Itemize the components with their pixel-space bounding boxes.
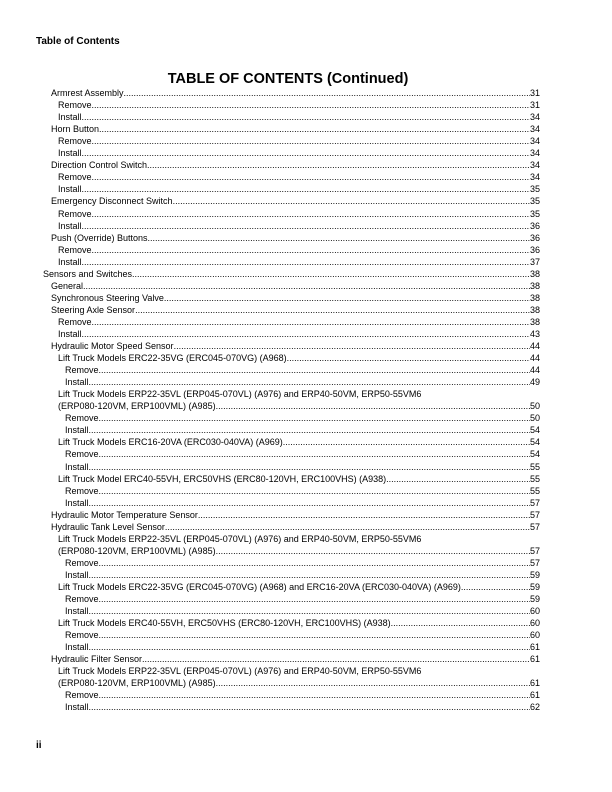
toc-entry-title: Lift Truck Models ERC16-20VA (ERC030-040VA) (A969) (58, 437, 283, 448)
toc-entry-page: 61 (529, 678, 540, 689)
toc-entry-page: 38 (529, 280, 540, 291)
toc-entry-title: Remove (58, 208, 92, 219)
dot-leader (142, 653, 530, 665)
dot-leader (92, 99, 530, 111)
toc-entry-page: 57 (529, 557, 540, 568)
toc-entry[interactable] (40, 545, 540, 557)
toc-entry[interactable] (40, 244, 540, 256)
toc-entry[interactable] (40, 448, 540, 460)
toc-entry[interactable] (40, 617, 540, 629)
toc-entry[interactable] (40, 280, 540, 292)
toc-entry-title: Remove (65, 630, 99, 641)
dot-leader (132, 268, 530, 280)
toc-entry-page: 50 (529, 413, 540, 424)
dot-leader (89, 424, 530, 436)
toc-entry-title: Install (58, 220, 82, 231)
dot-leader (89, 641, 530, 653)
dot-leader (99, 629, 530, 641)
toc-entry-title: Remove (65, 557, 99, 568)
toc-entry-page: 37 (529, 256, 540, 267)
toc-entry-title: Lift Truck Models ERP22-35VL (ERP045-070VL) (A976) and ERP40-50VM, ERP50-55VM6 (58, 389, 422, 400)
dot-leader (99, 689, 530, 701)
toc-entry[interactable] (40, 316, 540, 328)
toc-entry-page: 61 (529, 690, 540, 701)
toc-entry-page: 34 (529, 136, 540, 147)
toc-entry[interactable] (40, 159, 540, 171)
toc-entry-page: 36 (529, 220, 540, 231)
toc-entry-page: 35 (529, 196, 540, 207)
dot-leader (82, 256, 530, 268)
toc-entry-page: 55 (529, 485, 540, 496)
toc-entry-title: Install (58, 112, 82, 123)
dot-leader (173, 195, 530, 207)
toc-entry[interactable] (40, 569, 540, 581)
toc-entry[interactable] (40, 256, 540, 268)
toc-entry-page: 59 (529, 569, 540, 580)
dot-leader (164, 292, 530, 304)
toc-entry-title: Lift Truck Models ERC22-35VG (ERC045-070VG) (A968) and ERC16-20VA (ERC030-040VA) (A969) (58, 581, 461, 592)
toc-entry[interactable] (40, 292, 540, 304)
toc-entry-title: Remove (58, 100, 92, 111)
toc-entry[interactable] (40, 195, 540, 207)
toc-entry[interactable] (40, 268, 540, 280)
dot-leader (89, 701, 530, 713)
toc-entry-page: 34 (529, 148, 540, 159)
toc-entry[interactable] (40, 473, 540, 485)
toc-entry[interactable] (40, 147, 540, 159)
toc-entry-title: Sensors and Switches (43, 268, 133, 279)
toc-entry-title: Install (58, 184, 82, 195)
dot-leader (82, 220, 530, 232)
toc-entry[interactable] (40, 509, 540, 521)
dot-leader (82, 111, 530, 123)
toc-entry-title: Install (65, 497, 89, 508)
toc-entry-title: Lift Truck Models ERC40-55VH, ERC50VHS (ERC80-120VH, ERC100VHS) (A938) (58, 618, 391, 629)
toc-entry[interactable] (40, 376, 540, 388)
toc-entry-title: Remove (58, 316, 92, 327)
toc-entry-title: (ERP080-120VM, ERP100VML) (A985) (58, 545, 216, 556)
toc-entry-title: Install (65, 461, 89, 472)
toc-entry[interactable] (40, 412, 540, 424)
toc-entry-title: Remove (65, 365, 99, 376)
toc-entry-title: Horn Button (51, 124, 100, 135)
toc-entry-title: Remove (65, 413, 99, 424)
dot-leader (165, 521, 530, 533)
toc-entry[interactable] (40, 533, 540, 545)
toc-entry[interactable] (40, 352, 540, 364)
toc-entry-page: 61 (529, 642, 540, 653)
toc-entry[interactable] (40, 328, 540, 340)
dot-leader (99, 557, 530, 569)
toc-entry[interactable] (40, 220, 540, 232)
dot-leader (216, 545, 530, 557)
dot-leader (92, 316, 530, 328)
toc-entry-page: 54 (529, 449, 540, 460)
toc-entry-title: Remove (65, 690, 99, 701)
toc-entry[interactable] (40, 629, 540, 641)
dot-leader (99, 448, 530, 460)
toc-entry-title: Remove (58, 172, 92, 183)
toc-entry-page: 43 (529, 328, 540, 339)
toc-entry-page: 35 (529, 208, 540, 219)
dot-leader (82, 183, 530, 195)
dot-leader (92, 135, 530, 147)
toc-entry-page: 57 (529, 497, 540, 508)
dot-leader (89, 497, 530, 509)
dot-leader (92, 171, 530, 183)
toc-entry-page: 38 (529, 304, 540, 315)
toc-entry-title: General (51, 280, 84, 291)
toc-entry[interactable] (40, 557, 540, 569)
toc-entry-title: Install (65, 377, 89, 388)
toc-entry-page: 60 (529, 630, 540, 641)
toc-entry[interactable] (40, 400, 540, 412)
dot-leader (198, 509, 530, 521)
toc-entry[interactable] (40, 232, 540, 244)
toc-entry[interactable] (40, 689, 540, 701)
toc-entry-page: 60 (529, 606, 540, 617)
toc-entry-page: 34 (529, 124, 540, 135)
toc-entry-page: 49 (529, 377, 540, 388)
dot-leader (391, 617, 530, 629)
dot-leader (124, 87, 530, 99)
toc-entry[interactable] (40, 653, 540, 665)
toc-entry-page: 36 (529, 232, 540, 243)
toc-entry[interactable] (40, 521, 540, 533)
dot-leader (287, 352, 530, 364)
toc-entry-title: Remove (65, 485, 99, 496)
toc-entry[interactable] (40, 424, 540, 436)
toc-entry-title: Install (65, 702, 89, 713)
dot-leader (92, 244, 530, 256)
toc-entry[interactable] (40, 677, 540, 689)
toc-entry-title: Install (65, 425, 89, 436)
toc-entry-title: Hydraulic Motor Temperature Sensor (51, 509, 198, 520)
toc-entry-page: 60 (529, 618, 540, 629)
toc-entry-title: Install (58, 148, 82, 159)
toc-entry[interactable] (40, 388, 540, 400)
running-header: Table of Contents (36, 36, 120, 47)
toc-entry-title: Armrest Assembly (51, 88, 124, 99)
dot-leader (82, 147, 530, 159)
toc-entry[interactable] (40, 183, 540, 195)
toc-entry-title: Install (65, 642, 89, 653)
toc-entry[interactable] (40, 436, 540, 448)
dot-leader (89, 569, 530, 581)
toc-entry-page: 44 (529, 341, 540, 352)
toc-entry[interactable] (40, 171, 540, 183)
toc-entry-title: Hydraulic Tank Level Sensor (51, 521, 165, 532)
toc-entry-title: Remove (58, 244, 92, 255)
toc-entry-title: Remove (65, 449, 99, 460)
toc-entry[interactable] (40, 641, 540, 653)
dot-leader (99, 123, 530, 135)
toc-entry[interactable] (40, 581, 540, 593)
toc-entry-title: (ERP080-120VM, ERP100VML) (A985) (58, 401, 216, 412)
toc-entry[interactable] (40, 111, 540, 123)
page-title: TABLE OF CONTENTS (Continued) (167, 71, 409, 87)
dot-leader (82, 328, 530, 340)
dot-leader (89, 605, 530, 617)
toc-entry-page: 44 (529, 365, 540, 376)
toc-entry-page: 31 (529, 100, 540, 111)
toc-entry[interactable] (40, 665, 540, 677)
toc-entry-title: Hydraulic Filter Sensor (51, 654, 143, 665)
toc-entry-page: 57 (529, 509, 540, 520)
toc-entry[interactable] (40, 497, 540, 509)
toc-entry[interactable] (40, 99, 540, 111)
toc-entry-page: 34 (529, 160, 540, 171)
dot-leader (83, 280, 530, 292)
toc-entry[interactable] (40, 304, 540, 316)
dot-leader (148, 232, 530, 244)
toc-entry[interactable] (40, 123, 540, 135)
toc-entry-page: 61 (529, 654, 540, 665)
toc-entry-title: Lift Truck Model ERC40-55VH, ERC50VHS (ERC80-120VH, ERC100VHS) (A938) (58, 473, 387, 484)
toc-entry[interactable] (40, 207, 540, 219)
toc-entry-title: Synchronous Steering Valve (51, 292, 164, 303)
toc-entry[interactable] (40, 460, 540, 472)
toc-entry-title: (ERP080-120VM, ERP100VML) (A985) (58, 678, 216, 689)
toc-entry-page: 34 (529, 172, 540, 183)
toc-list (40, 87, 540, 713)
dot-leader (89, 461, 530, 473)
toc-entry[interactable] (40, 605, 540, 617)
toc-entry-page: 38 (529, 316, 540, 327)
toc-entry-page: 36 (529, 244, 540, 255)
toc-entry-page: 38 (529, 268, 540, 279)
dot-leader (89, 376, 530, 388)
toc-entry-title: Hydraulic Motor Speed Sensor (51, 341, 174, 352)
toc-entry[interactable] (40, 87, 540, 99)
toc-entry-page: 44 (529, 353, 540, 364)
dot-leader (92, 208, 530, 220)
toc-entry-title: Install (58, 328, 82, 339)
toc-entry-title: Lift Truck Models ERP22-35VL (ERP045-070VL) (A976) and ERP40-50VM, ERP50-55VM6 (58, 666, 422, 677)
dot-leader (216, 677, 530, 689)
toc-entry[interactable] (40, 340, 540, 352)
toc-entry-page: 57 (529, 545, 540, 556)
dot-leader (386, 473, 530, 485)
dot-leader (135, 304, 530, 316)
toc-entry-page: 34 (529, 112, 540, 123)
toc-entry-title: Remove (58, 136, 92, 147)
toc-entry-title: Push (Override) Buttons (51, 232, 148, 243)
toc-entry-page: 55 (529, 473, 540, 484)
dot-leader (174, 340, 530, 352)
dot-leader (99, 485, 530, 497)
toc-entry[interactable] (40, 593, 540, 605)
toc-entry-title: Install (58, 256, 82, 267)
toc-entry-title: Direction Control Switch (51, 160, 148, 171)
toc-entry[interactable] (40, 485, 540, 497)
toc-entry-page: 54 (529, 425, 540, 436)
dot-leader (283, 436, 530, 448)
toc-entry-page: 50 (529, 401, 540, 412)
toc-entry-title: Emergency Disconnect Switch (51, 196, 173, 207)
toc-entry-page: 62 (529, 702, 540, 713)
toc-entry-title: Steering Axle Sensor (51, 304, 136, 315)
dot-leader (99, 364, 530, 376)
toc-entry[interactable] (40, 701, 540, 713)
toc-entry-page: 59 (529, 581, 540, 592)
toc-entry[interactable] (40, 135, 540, 147)
page-number: ii (36, 740, 42, 751)
toc-entry-title: Lift Truck Models ERP22-35VL (ERP045-070VL) (A976) and ERP40-50VM, ERP50-55VM6 (58, 533, 422, 544)
toc-entry-title: Install (65, 569, 89, 580)
dot-leader (99, 412, 530, 424)
toc-entry-page: 54 (529, 437, 540, 448)
toc-entry-page: 35 (529, 184, 540, 195)
toc-entry-page: 38 (529, 292, 540, 303)
toc-entry[interactable] (40, 364, 540, 376)
toc-entry-page: 55 (529, 461, 540, 472)
toc-entry-title: Install (65, 606, 89, 617)
toc-entry-page: 31 (529, 88, 540, 99)
dot-leader (147, 159, 530, 171)
dot-leader (216, 400, 530, 412)
dot-leader (99, 593, 530, 605)
toc-entry-title: Remove (65, 594, 99, 605)
dot-leader (461, 581, 530, 593)
toc-entry-page: 57 (529, 521, 540, 532)
toc-entry-page: 59 (529, 594, 540, 605)
toc-entry-title: Lift Truck Models ERC22-35VG (ERC045-070VG) (A968) (58, 353, 287, 364)
